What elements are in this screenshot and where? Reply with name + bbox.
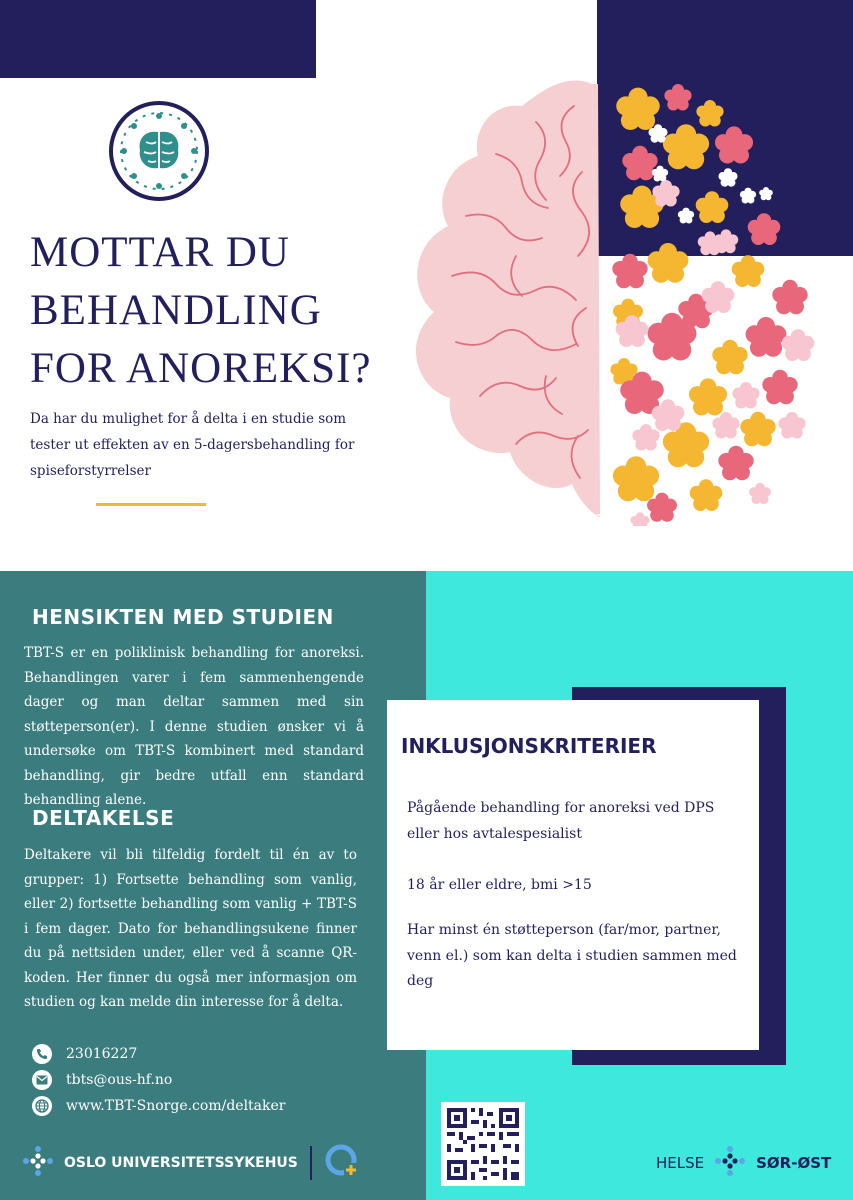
qr-code-icon[interactable] (441, 1102, 525, 1186)
hso-logo-icon (712, 1143, 748, 1183)
email-icon (32, 1070, 52, 1090)
decorative-gold-line (96, 503, 206, 506)
top-left-banner (0, 0, 316, 78)
website-link[interactable]: www.TBT-Snorge.com/deltaker (66, 1098, 286, 1114)
ous-name: OSLO UNIVERSITETSSYKEHUS (64, 1155, 298, 1171)
participation-text: Deltakere vil bli tilfeldig fordelt til én av to grupper: 1) Fortsette behandling som vanlig, eller 2) fortsette behandling som vanlig + TBT-S i fem dager. Dato for behandlingsukene finner du på nettsiden under, eller ved å scanne QR-koden. Her finner du også mer informasjon om studien og kan melde din interesse for å delta. (24, 847, 357, 1010)
contact-phone (32, 1042, 137, 1066)
title-line-1: MOTTAR DU (30, 229, 290, 276)
participation-heading: DELTAKELSE (32, 806, 175, 830)
brain-flower-illustration (396, 76, 816, 526)
email-address[interactable]: tbts@ous-hf.no (66, 1072, 173, 1088)
partner-logo-icon (324, 1143, 360, 1183)
contact-website (32, 1094, 285, 1118)
title-line-2: BEHANDLING (30, 287, 322, 334)
contact-email (32, 1068, 172, 1092)
criterion-2: 18 år eller eldre, bmi >15 (407, 877, 592, 893)
globe-icon (32, 1096, 52, 1116)
phone-number[interactable]: 23016227 (66, 1046, 138, 1062)
phone-icon (32, 1044, 52, 1064)
ous-logo (20, 1143, 360, 1183)
logo-divider (310, 1146, 312, 1180)
criterion-3: Har minst én støtteperson (far/mor, partner, venn el.) som kan delta i studien sammen med deg (407, 922, 737, 989)
hso-left-text: HELSE (656, 1154, 705, 1172)
subtitle: Da har du mulighet for å delta i en studie som tester ut effekten av en 5-dagersbehandling for spiseforstyrrelser (30, 411, 355, 479)
title-line-3: FOR ANOREKSI? (30, 345, 372, 392)
purpose-text: TBT-S er en poliklinisk behandling for anoreksi. Behandlingen varer i fem sammenhengende dager og man deltar sammen med sin støtteperson(er). I denne studien ønsker vi å undersøke om TBT-S kombinert med standard behandling, gir bedre utfall enn standard behandling alene. (24, 645, 364, 808)
inclusion-heading: INKLUSJONSKRITERIER (401, 734, 657, 758)
ous-logo-icon (20, 1143, 56, 1183)
purpose-heading: HENSIKTEN MED STUDIEN (32, 605, 334, 629)
page-title (30, 224, 410, 398)
hso-logo (656, 1143, 831, 1183)
criterion-1: Pågående behandling for anoreksi ved DPS eller hos avtalespesialist (407, 800, 715, 842)
hso-right-text: SØR-ØST (756, 1154, 832, 1172)
brain-logo-icon (108, 100, 210, 202)
